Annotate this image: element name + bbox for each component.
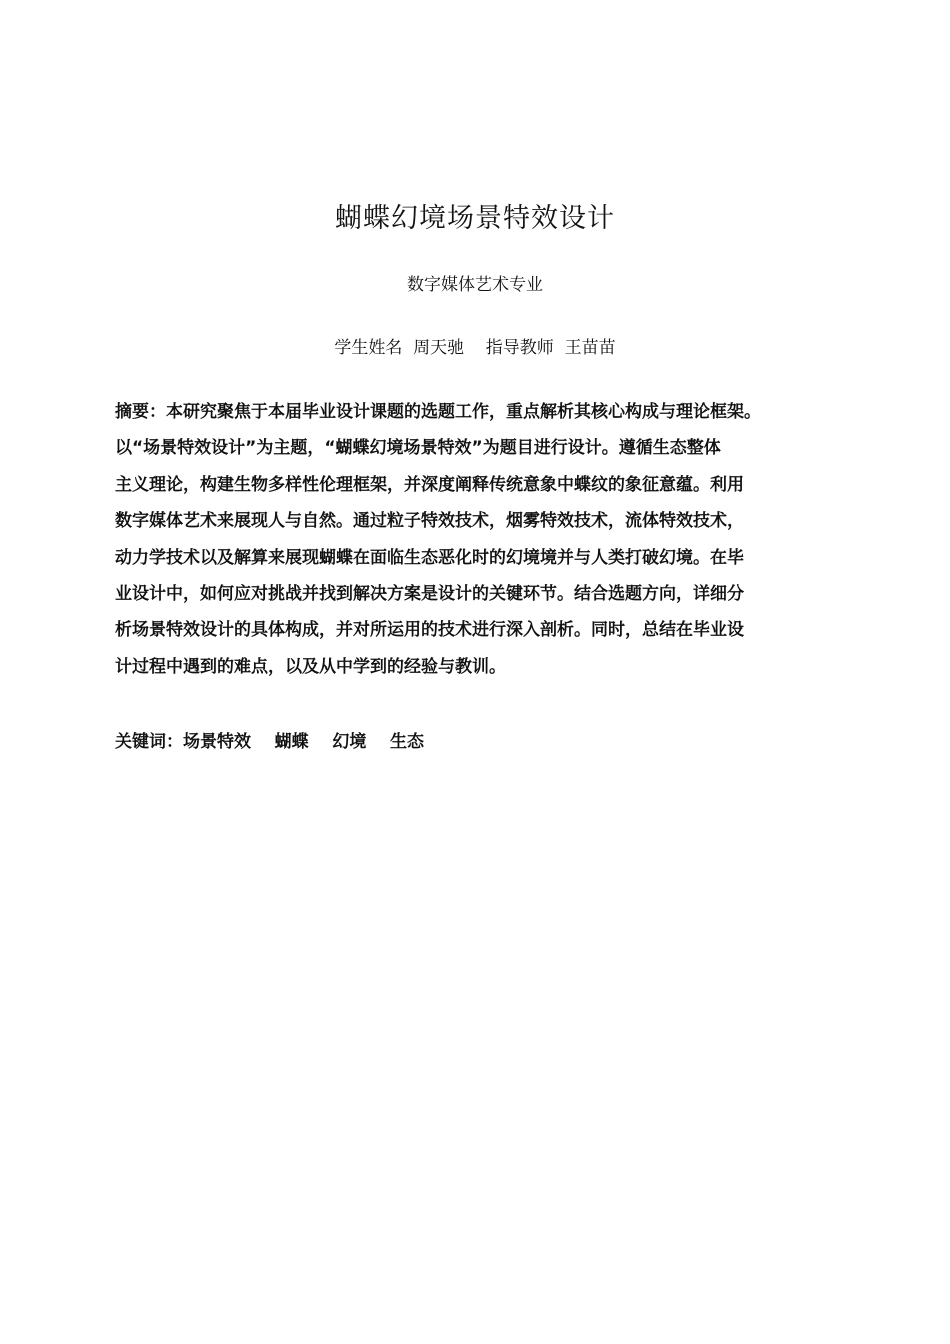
document-title: 蝴蝶幻境场景特效设计 — [335, 203, 615, 234]
abstract-line-3: 主义理论，构建生物多样性伦理框架，并深度阐释传统意象中蝶纹的象征意蕴。利用 — [115, 474, 744, 495]
keywords-line — [115, 727, 845, 752]
keywords-label: 关键词： — [115, 732, 183, 752]
abstract-line-4: 数字媒体艺术来展现人与自然。通过粒子特效技术，烟雾特效技术，流体特效技术， — [115, 511, 744, 532]
major-name: 数字媒体艺术专业 — [407, 275, 543, 295]
abstract-line-2: 以“场景特效设计”为主题，“蝴蝶幻境场景特效”为题目进行设计。遵循生态整体 — [115, 438, 721, 459]
abstract-label: 摘要： — [115, 402, 166, 422]
author-advisor-line: 学生姓名 周天驰 指导教师 王苗苗 — [334, 338, 616, 358]
keywords-list: 场景特效 蝴蝶 幻境 生态 — [183, 732, 425, 752]
abstract-line-8: 计过程中遇到的难点，以及从中学到的经验与教训。 — [115, 656, 506, 677]
abstract-line-6: 业设计中，如何应对挑战并找到解决方案是设计的关键环节。结合选题方向，详细分 — [115, 584, 744, 605]
abstract-line-1: 摘要：本研究聚焦于本届毕业设计课题的选题工作，重点解析其核心构成与理论框架。 — [115, 402, 761, 422]
abstract-line-7: 析场景特效设计的具体构成，并对所运用的技术进行深入剖析。同时，总结在毕业设 — [115, 620, 744, 641]
abstract-paragraph — [115, 394, 845, 685]
abstract-line-5: 动力学技术以及解算来展现蝴蝶在面临生态恶化时的幻境境并与人类打破幻境。在毕 — [115, 547, 744, 568]
